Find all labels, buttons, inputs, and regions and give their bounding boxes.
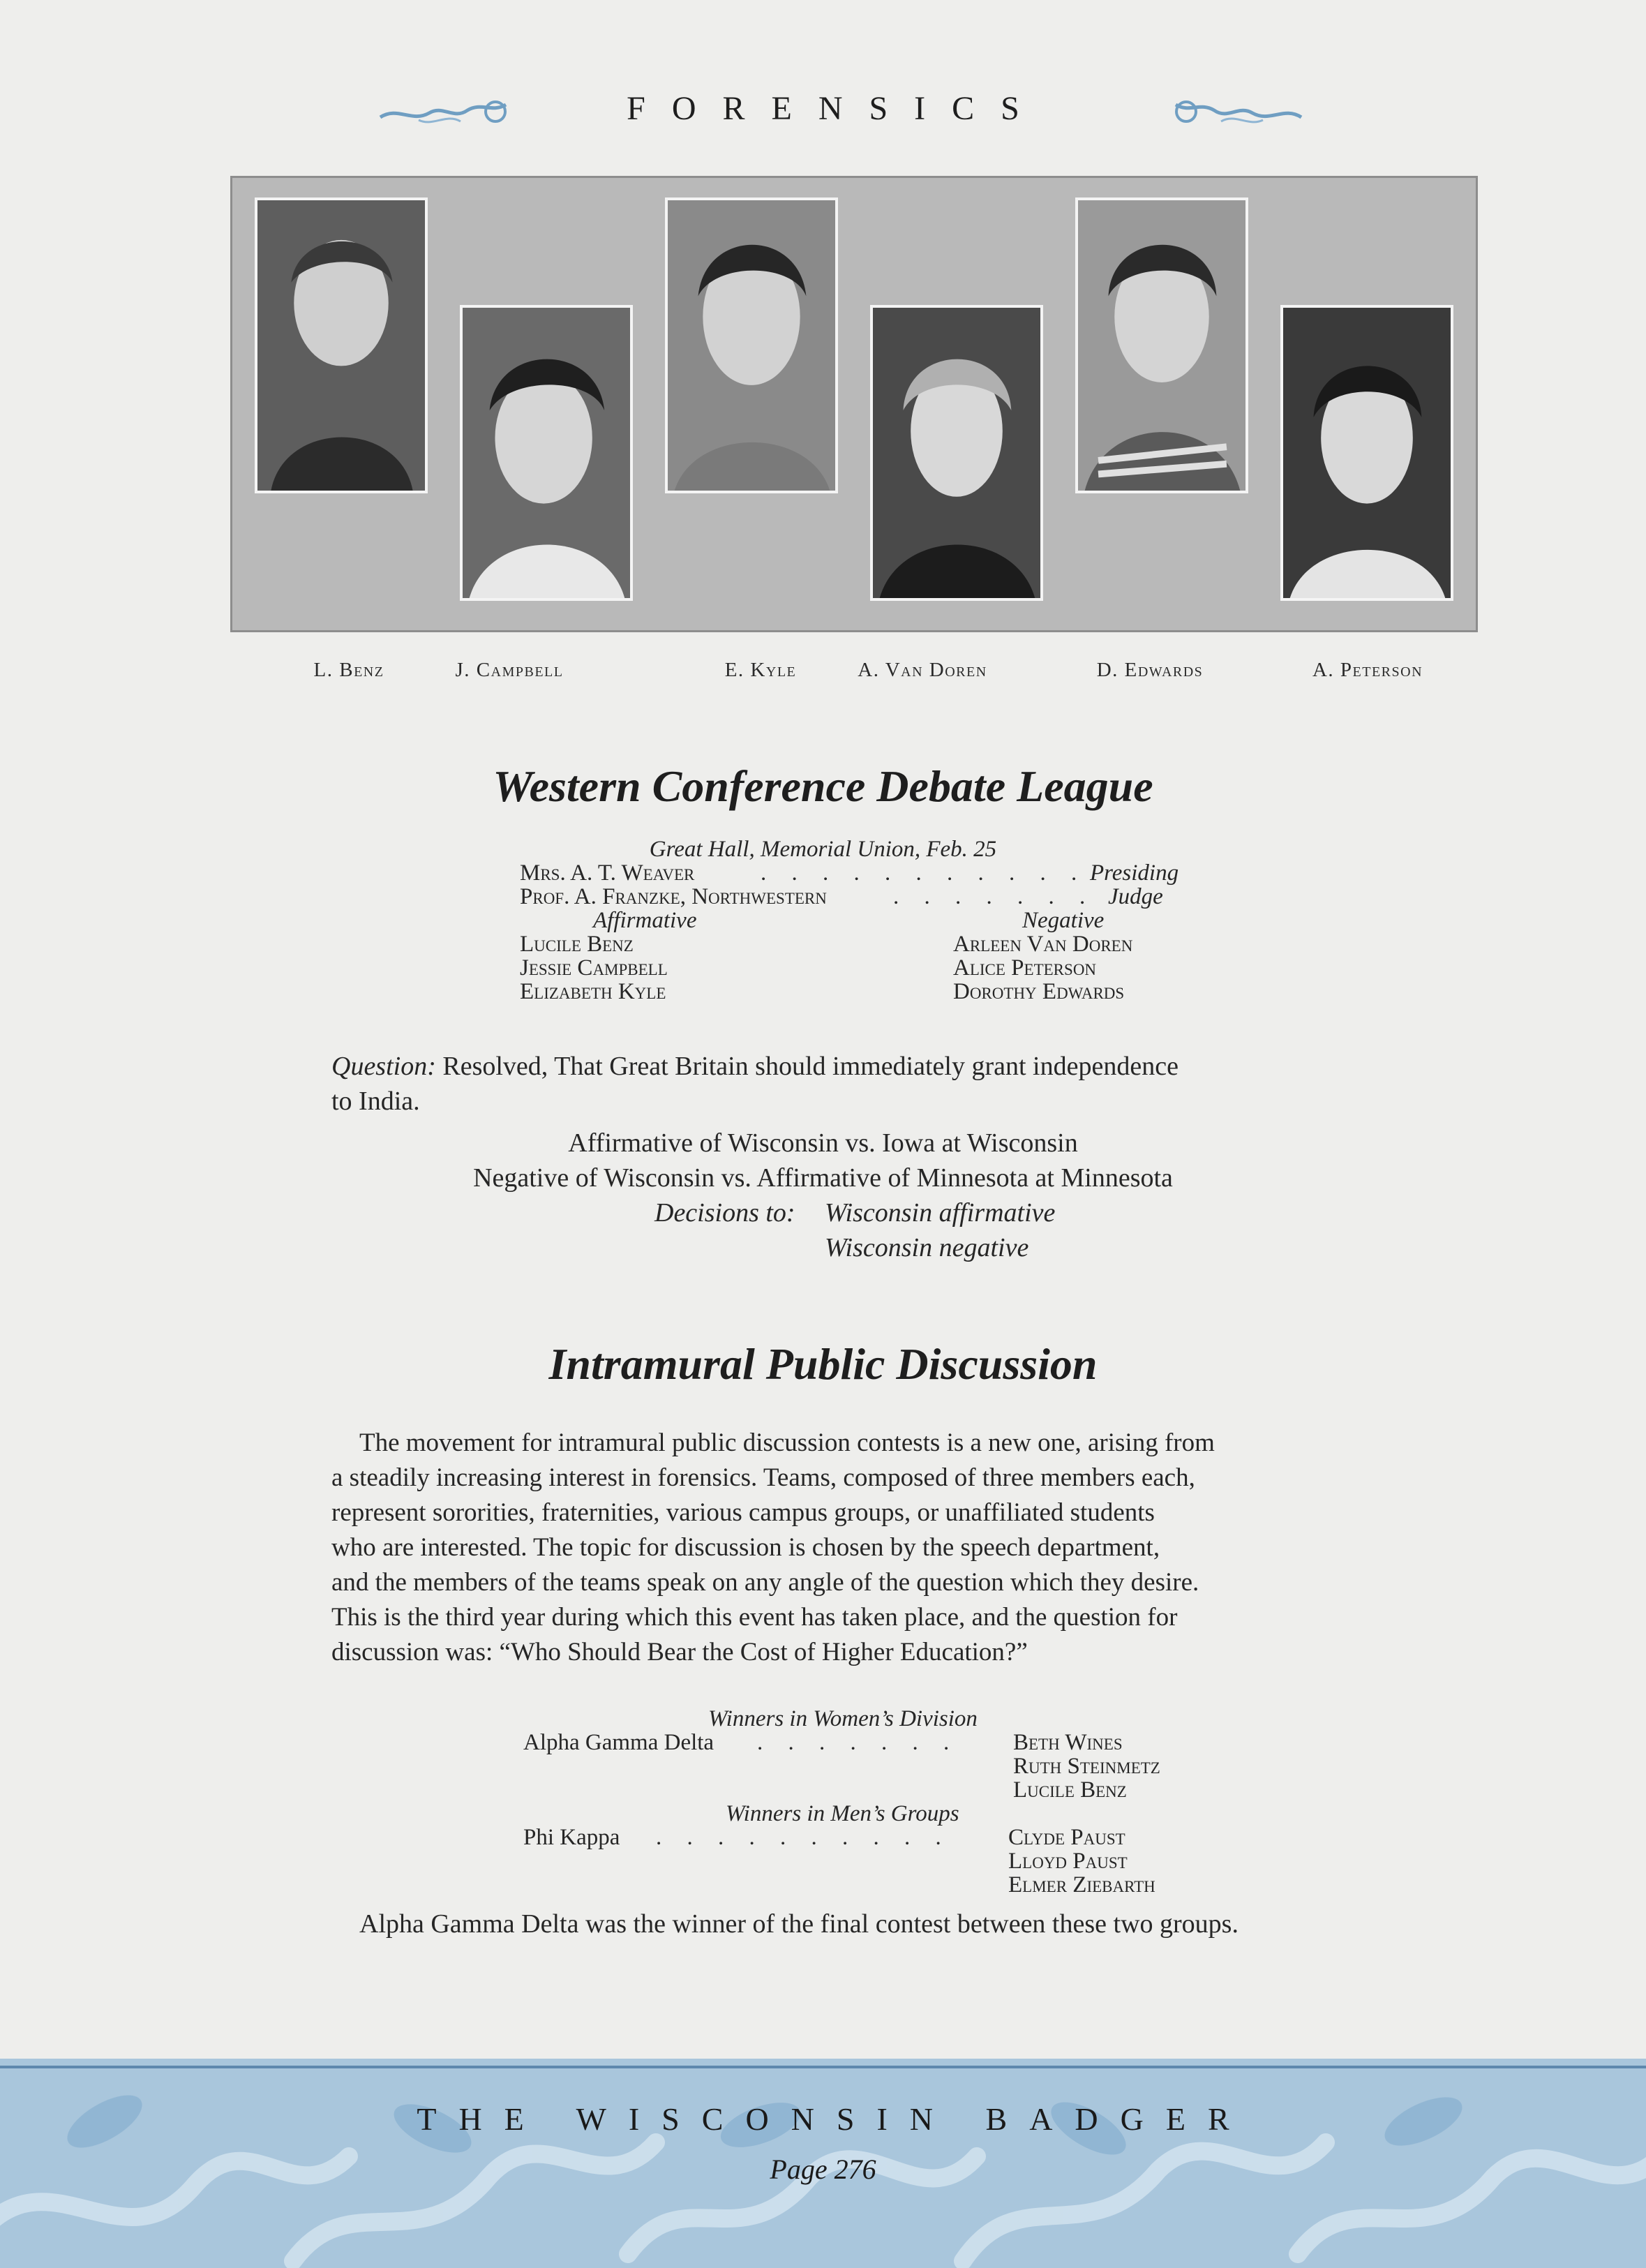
debate-title: Western Conference Debate League <box>493 761 1153 811</box>
paragraph-line: and the members of the teams speak on any angle of the question which they desire. <box>331 1568 1199 1597</box>
negative-member: Arleen Van Doren <box>953 932 1133 957</box>
portrait-panel <box>230 176 1478 632</box>
women-winner: Ruth Steinmetz <box>1013 1754 1160 1779</box>
affirmative-label: Affirmative <box>593 908 697 933</box>
paragraph-line: represent sororities, fraternities, various campus groups, or unaffiliated students <box>331 1498 1155 1527</box>
portrait-edwards <box>1075 197 1248 493</box>
footer-rule <box>0 2066 1646 2068</box>
caption-kyle: E. Kyle <box>724 659 797 681</box>
negative-label: Negative <box>1022 908 1105 933</box>
women-division-heading: Winners in Women’s Division <box>708 1706 978 1731</box>
men-groups-heading: Winners in Men’s Groups <box>726 1801 959 1826</box>
running-head: FORENSICS <box>627 90 1046 127</box>
affirmative-member: Jessie Campbell <box>520 955 668 980</box>
final-result: Alpha Gamma Delta was the winner of the final contest between these two groups. <box>359 1909 1239 1939</box>
caption-peterson: A. Peterson <box>1312 659 1423 681</box>
judge-leader: . . . . . . . <box>893 884 1095 909</box>
judge-role: Judge <box>1108 884 1163 909</box>
footer-title: THE WISCONSIN BADGER <box>417 2101 1252 2137</box>
page-number: Page 276 <box>770 2154 876 2185</box>
portrait-van-doren <box>870 305 1043 601</box>
discussion-title: Intramural Public Discussion <box>548 1339 1098 1389</box>
paragraph-line: a steadily increasing interest in forensics. Teams, composed of three members each, <box>331 1463 1195 1492</box>
paragraph-line: The movement for intramural public discussion contests is a new one, arising from <box>359 1428 1215 1457</box>
women-leader: . . . . . . . <box>757 1730 959 1755</box>
paragraph-line: who are interested. The topic for discussion is chosen by the speech department, <box>331 1533 1160 1562</box>
caption-edwards: D. Edwards <box>1096 659 1204 681</box>
affirmative-member: Lucile Benz <box>520 932 634 957</box>
negative-member: Alice Peterson <box>953 955 1097 980</box>
question-label: Question: <box>331 1052 436 1081</box>
men-group: Phi Kappa <box>523 1825 620 1850</box>
debate-question <box>331 1049 1392 1119</box>
judge-name: Prof. A. Franzke, Northwestern <box>520 884 827 909</box>
portrait-peterson <box>1280 305 1453 601</box>
question-text-line2: to India. <box>331 1087 420 1116</box>
negative-member: Dorothy Edwards <box>953 979 1125 1004</box>
portrait-benz <box>255 197 428 493</box>
paragraph-line: This is the third year during which this event has taken place, and the question for <box>331 1603 1178 1632</box>
paragraph-line: discussion was: “Who Should Bear the Cost of Higher Education?” <box>331 1638 1028 1666</box>
decision-affirmative: Wisconsin affirmative <box>825 1198 1056 1228</box>
right-scroll-ornament <box>1172 92 1305 131</box>
presiding-name: Mrs. A. T. Weaver <box>520 860 695 886</box>
decisions-label: Decisions to: <box>654 1198 795 1228</box>
portrait-campbell <box>460 305 633 601</box>
presiding-leader: . . . . . . . . . . . <box>761 860 1087 886</box>
debate-match-2: Negative of Wisconsin vs. Affirmative of Minnesota at Minnesota <box>473 1163 1173 1193</box>
discussion-paragraph <box>331 1426 1378 1670</box>
caption-benz: L. Benz <box>313 659 384 681</box>
caption-van-doren: A. Van Doren <box>858 659 987 681</box>
women-winner: Beth Wines <box>1013 1730 1123 1755</box>
presiding-role: Presiding <box>1090 860 1179 886</box>
caption-campbell: J. Campbell <box>455 659 564 681</box>
affirmative-member: Elizabeth Kyle <box>520 979 666 1004</box>
men-leader: . . . . . . . . . . <box>656 1825 951 1850</box>
debate-venue: Great Hall, Memorial Union, Feb. 25 <box>649 837 997 862</box>
portrait-kyle <box>665 197 838 493</box>
decision-negative: Wisconsin negative <box>825 1233 1029 1262</box>
men-winner: Clyde Paust <box>1008 1825 1125 1850</box>
women-winner: Lucile Benz <box>1013 1777 1127 1803</box>
men-winner: Lloyd Paust <box>1008 1849 1128 1874</box>
debate-match-1: Affirmative of Wisconsin vs. Iowa at Wisconsin <box>568 1128 1078 1158</box>
men-winner: Elmer Ziebarth <box>1008 1872 1155 1897</box>
question-text-line1: Resolved, That Great Britain should immediately grant independence <box>442 1052 1179 1081</box>
women-group: Alpha Gamma Delta <box>523 1730 714 1755</box>
